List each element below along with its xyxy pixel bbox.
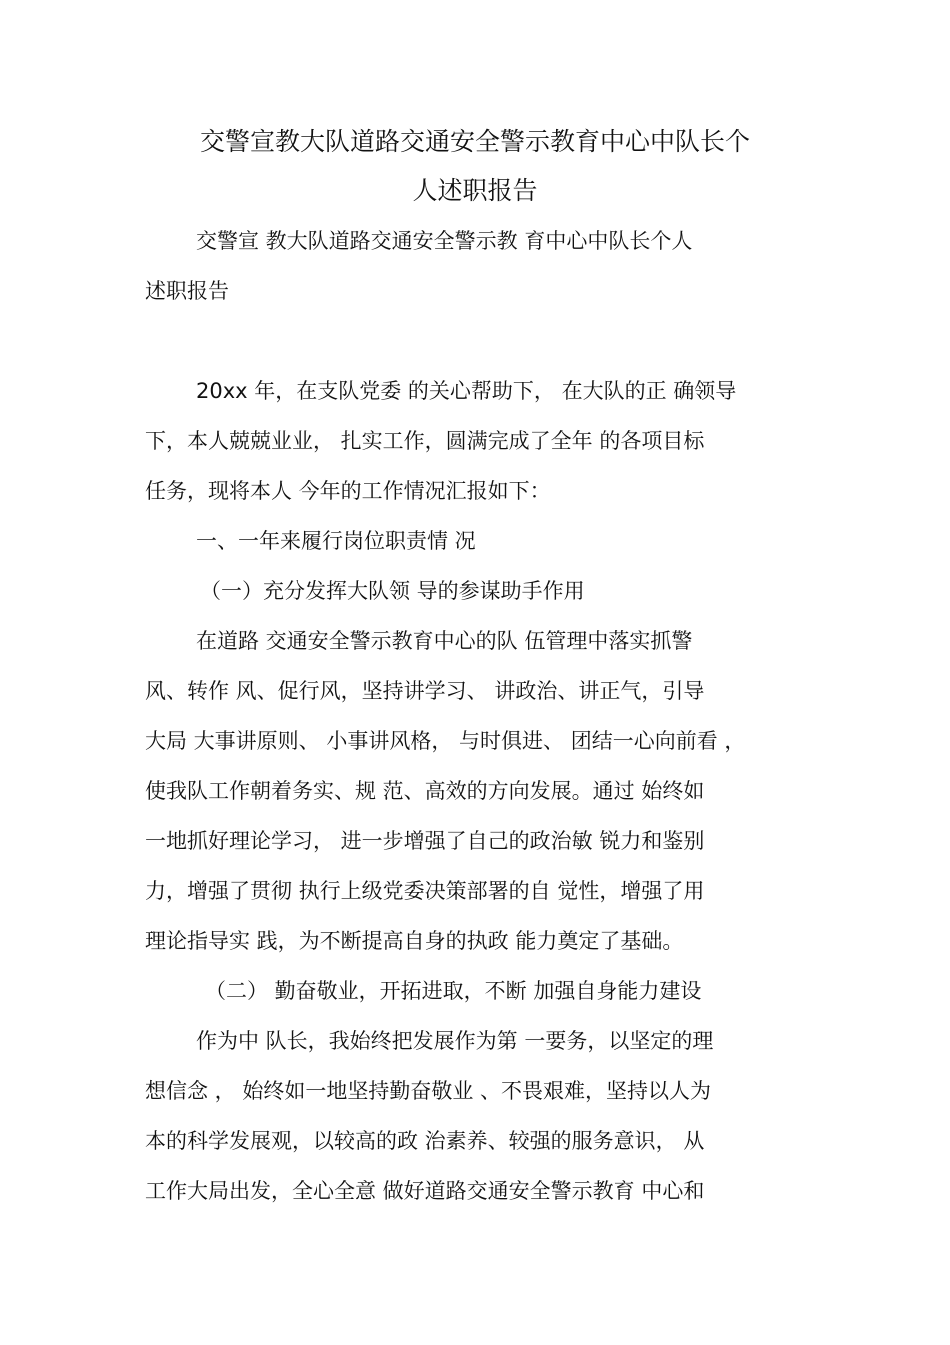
document-title-line-1: 交警宣教大队道路交通安全警示教育中心中队长个 — [199, 127, 750, 156]
document-title-line-2: 人述职报告 — [412, 176, 538, 205]
paragraph-line: 下，本人兢兢业业， 扎实工作，圆满完成了全年 的各项目标 — [145, 429, 705, 453]
paragraph-line: 理论指导实 践，为不断提高自身的执政 能力奠定了基础。 — [145, 929, 684, 953]
paragraph-line: 工作大局出发，全心全意 做好道路交通安全警示教育 中心和 — [145, 1179, 705, 1203]
subtitle-line-1: 交警宣 教大队道路交通安全警示教 育中心中队长个人 — [196, 229, 693, 253]
paragraph-line: 想信念 ， 始终如一地坚持勤奋敬业 、不畏艰难，坚持以人为 — [145, 1079, 712, 1103]
paragraph-line: 一地抓好理论学习， 进一步增强了自己的政治敏 锐力和鉴别 — [145, 829, 705, 853]
paragraph-line: 使我队工作朝着务实、规 范、高效的方向发展。通过 始终如 — [145, 779, 705, 803]
paragraph-line: 任务，现将本人 今年的工作情况汇报如下： — [145, 479, 551, 503]
paragraph-line: 力，增强了贯彻 执行上级党委决策部署的自 觉性，增强了用 — [145, 879, 705, 903]
section-heading: 一、一年来履行岗位职责情 况 — [196, 529, 476, 553]
paragraph-line: 作为中 队长，我始终把发展作为第 一要务，以坚定的理 — [196, 1029, 714, 1053]
paragraph-line: 本的科学发展观，以较高的政 治素养、较强的服务意识， 从 — [145, 1129, 705, 1153]
subsection-heading: （一）充分发挥大队领 导的参谋助手作用 — [200, 579, 585, 603]
subtitle-line-2: 述职报告 — [145, 279, 229, 303]
subsection-heading: （二） 勤奋敬业，开拓进取，不断 加强自身能力建设 — [205, 979, 702, 1003]
paragraph-line: 20xx 年，在支队党委 的关心帮助下， 在大队的正 确领导 — [196, 379, 737, 403]
paragraph-line: 在道路 交通安全警示教育中心的队 伍管理中落实抓警 — [196, 629, 693, 653]
paragraph-line: 大局 大事讲原则、 小事讲风格， 与时俱进、 团结一心向前看 ， — [145, 729, 746, 753]
paragraph-line: 风、转作 风、促行风，坚持讲学习、 讲政治、讲正气，引导 — [145, 679, 705, 703]
